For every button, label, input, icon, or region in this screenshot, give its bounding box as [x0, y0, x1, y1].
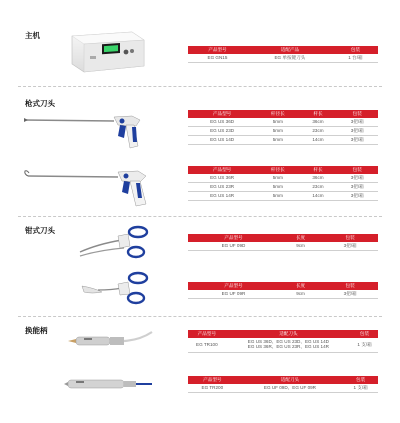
table-row	[188, 136, 378, 145]
table-row	[188, 192, 378, 201]
table-cell: 5mm	[256, 127, 299, 136]
section-title-gun: 枪式刀头	[25, 99, 55, 108]
table-cell: 1 台/箱	[333, 54, 378, 63]
header-cell: 产品型号	[188, 330, 226, 338]
table-cell: 3把/箱	[337, 192, 378, 201]
table-header-row	[188, 330, 378, 338]
table-cell: 3把/箱	[337, 174, 378, 183]
handpiece-spec-table-2	[188, 376, 378, 393]
table-cell: EG US 36R	[188, 174, 256, 183]
table-cell: EG 单按键刀头	[247, 54, 333, 63]
header-cell: 长度	[279, 282, 322, 290]
header-cell: 产品型号	[188, 376, 237, 384]
table-header-row	[188, 376, 378, 384]
transducer-handpiece-image-2	[62, 372, 158, 396]
table-row	[188, 384, 378, 393]
header-cell: 杆长	[299, 110, 336, 118]
table-cell: 1 支/箱	[343, 384, 378, 393]
table-cell: EG US 36D	[188, 118, 256, 127]
table-cell: EG US 14R	[188, 192, 256, 201]
header-cell: 包装	[351, 330, 378, 338]
table-row	[188, 54, 378, 63]
gun-handpiece-image-2	[22, 162, 162, 210]
header-cell: 包装	[333, 46, 378, 54]
table-row	[188, 290, 378, 299]
header-cell: 杆径长	[256, 166, 299, 174]
table-cell: 14cm	[299, 192, 336, 201]
table-cell: 3把/箱	[337, 136, 378, 145]
header-cell: 长度	[279, 234, 322, 242]
scissor-spec-table-1	[188, 234, 378, 251]
header-cell: 适配产品	[247, 46, 333, 54]
table-cell: EG US 23R	[188, 183, 256, 192]
section-title-handpiece: 换能柄	[25, 326, 48, 335]
header-cell: 产品型号	[188, 46, 247, 54]
table-cell: 9cm	[279, 242, 322, 251]
table-cell: EG UF 09R	[188, 290, 279, 299]
section-title-scissor: 钳式刀头	[25, 226, 55, 235]
table-cell: 5mm	[256, 118, 299, 127]
header-cell: 产品型号	[188, 166, 256, 174]
gun-spec-table-1	[188, 110, 378, 145]
table-cell: 36cm	[299, 118, 336, 127]
table-header-row	[188, 110, 378, 118]
header-cell: 杆径长	[256, 110, 299, 118]
section-divider	[18, 316, 382, 317]
table-row	[188, 127, 378, 136]
header-cell: 包装	[322, 234, 378, 242]
table-cell: 14cm	[299, 136, 336, 145]
header-cell: 产品型号	[188, 234, 279, 242]
table-cell: 1 支/箱	[351, 338, 378, 353]
header-cell: 包装	[337, 166, 378, 174]
scissor-handpiece-image-2	[78, 268, 152, 308]
table-cell: EG US 36D、EG US 23D、EG US 14D EG US 36R、EG US 23R、EG US 14R	[226, 338, 351, 353]
table-row	[188, 242, 378, 251]
table-cell: 5mm	[256, 174, 299, 183]
table-cell: 5mm	[256, 136, 299, 145]
header-cell: 产品型号	[188, 110, 256, 118]
scissor-spec-table-2	[188, 282, 378, 299]
section-divider	[18, 86, 382, 87]
table-row	[188, 183, 378, 192]
table-cell: 36cm	[299, 174, 336, 183]
table-header-row	[188, 46, 378, 54]
table-cell: 3把/箱	[337, 127, 378, 136]
table-cell: 9cm	[279, 290, 322, 299]
gun-handpiece-image-1	[22, 112, 162, 152]
table-cell: EG TR200	[188, 384, 237, 393]
transducer-handpiece-image-1	[66, 326, 162, 356]
section-divider	[18, 216, 382, 217]
handpiece-spec-table-1	[188, 330, 378, 353]
generator-host-image	[62, 26, 146, 76]
host-spec-table	[188, 46, 378, 63]
table-cell: EG UF 09D、EG UF 09R	[237, 384, 344, 393]
header-cell: 杆长	[299, 166, 336, 174]
table-cell: 23cm	[299, 127, 336, 136]
header-cell: 包装	[343, 376, 378, 384]
table-cell: 23cm	[299, 183, 336, 192]
header-cell: 包装	[337, 110, 378, 118]
table-cell: EG US 14D	[188, 136, 256, 145]
table-cell: EG US 23D	[188, 127, 256, 136]
table-cell: 3把/箱	[322, 290, 378, 299]
table-row	[188, 338, 378, 353]
table-header-row	[188, 282, 378, 290]
table-cell: 5mm	[256, 192, 299, 201]
table-header-row	[188, 166, 378, 174]
gun-spec-table-2	[188, 166, 378, 201]
table-row	[188, 174, 378, 183]
scissor-handpiece-image-1	[78, 222, 152, 262]
section-title-host: 主机	[25, 31, 40, 40]
table-cell: 5mm	[256, 183, 299, 192]
header-cell: 产品型号	[188, 282, 279, 290]
header-cell: 包装	[322, 282, 378, 290]
header-cell: 适配刀头	[226, 330, 351, 338]
header-cell: 适配刀头	[237, 376, 344, 384]
table-cell: EG UF 09D	[188, 242, 279, 251]
table-cell: 3把/箱	[337, 183, 378, 192]
table-cell: EG GN15	[188, 54, 247, 63]
table-cell: EG TR100	[188, 338, 226, 353]
table-cell: 3把/箱	[322, 242, 378, 251]
table-cell: 3把/箱	[337, 118, 378, 127]
table-row	[188, 118, 378, 127]
table-header-row	[188, 234, 378, 242]
